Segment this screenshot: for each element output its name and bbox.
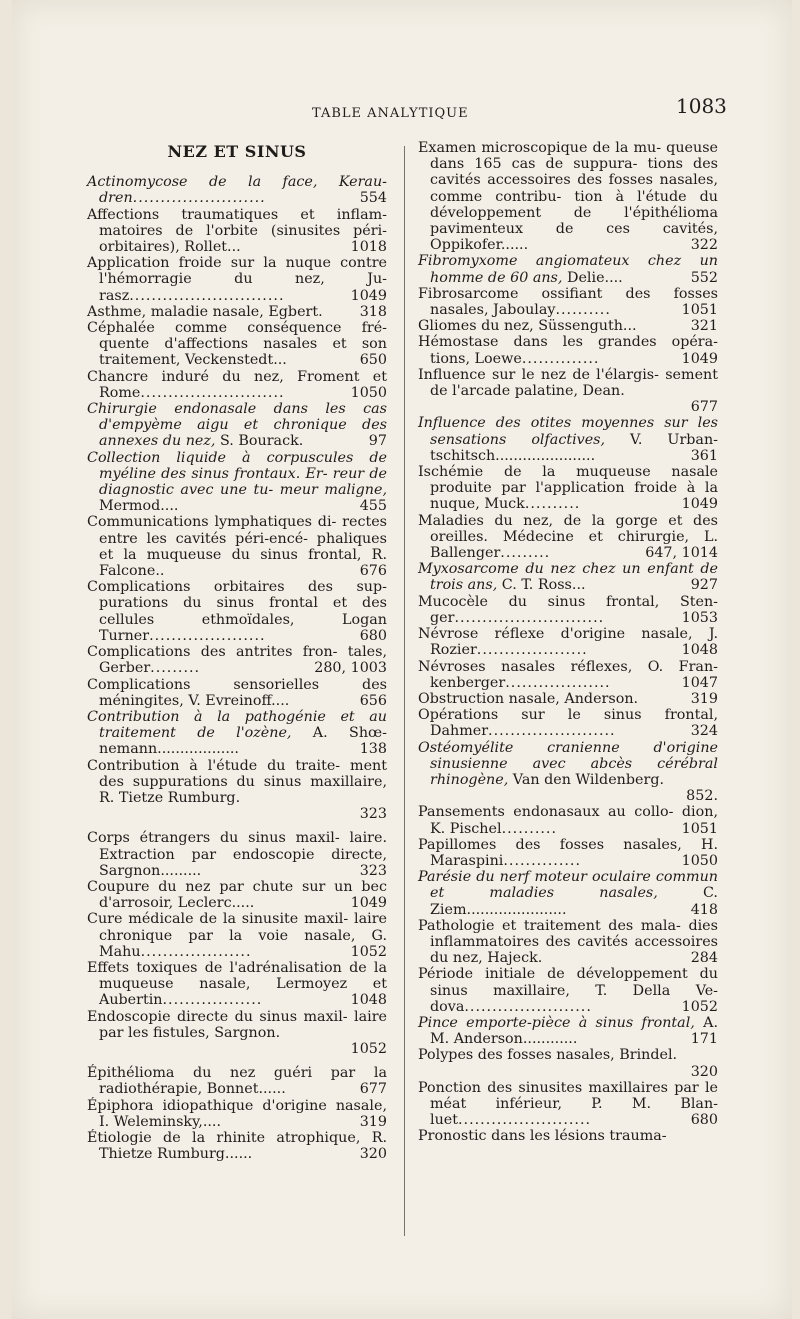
leader-dots: .............. <box>503 852 581 869</box>
index-entry <box>418 740 718 805</box>
entry-title: Hémostase dans les grandes opéra- tions, Loewe <box>418 334 718 367</box>
leader-dots: ............................ <box>129 287 285 304</box>
right-column <box>418 140 718 1145</box>
entry-title: Obstruction nasale, Anderson. <box>418 690 639 707</box>
entry-title: Pathologie et traitement des mala- dies inflammatoires des cavités accessoires du nez, Hajeck. <box>418 917 718 967</box>
page-reference: 1049 <box>681 350 718 367</box>
leader-dots: ......... <box>500 545 551 562</box>
leader-dots: .......... <box>524 496 581 513</box>
page-reference: 676 <box>359 563 387 580</box>
index-entry <box>87 1065 387 1097</box>
index-entry <box>87 960 387 1009</box>
index-entry <box>87 304 387 320</box>
index-entry <box>418 253 718 285</box>
page-reference: 1053 <box>681 609 718 626</box>
leader-dots: ................... <box>505 674 611 691</box>
page-reference: 1050 <box>350 384 387 401</box>
entry-title: Affections traumatiques et inflam- matoires de l'orbite (sinusites péri-orbitaires), Rollet... <box>87 206 387 256</box>
page-reference: 1052 <box>681 998 718 1015</box>
page-reference: 97 <box>368 433 387 450</box>
page-reference: 323 <box>359 806 387 823</box>
page-reference: 319 <box>690 690 718 707</box>
leader-dots: ....................... <box>464 998 592 1015</box>
page-reference: 320 <box>690 1063 718 1080</box>
entry-title: Contribution à l'étude du traite- ment des suppurations du sinus maxillaire, R. Tietze Rumburg. <box>87 757 387 806</box>
entry-title: Examen microscopique de la mu- queuse dans 165 cas de suppura- tions des cavités accessoires des fosses nasales, comme contribu- tion à l'étude du développement de l'épithélioma pavimenteux de ces cavités, Oppikofer...... <box>418 140 718 254</box>
entry-author: C. T. Ross... <box>497 577 586 594</box>
page-reference: 1051 <box>681 302 718 319</box>
page-reference: 680 <box>359 627 387 644</box>
page-reference: 1048 <box>350 992 387 1009</box>
entry-title: Ischémie de la muqueuse nasale produite par l'application froide à la nuque, Muck <box>418 464 718 513</box>
index-entry <box>418 659 718 691</box>
column-divider <box>404 146 405 1236</box>
leader-dots: ....................... <box>488 723 616 740</box>
entry-title: Papillomes des fosses nasales, H. Maraspini <box>418 836 718 869</box>
index-entry <box>418 966 718 1015</box>
index-entry <box>87 644 387 676</box>
entry-title: Complications sensorielles des méningites, V. Evreinoff.... <box>87 676 387 709</box>
page-reference: 284 <box>690 950 718 967</box>
entry-author: A. Shœ- nemann.................. <box>99 725 387 758</box>
page-reference: 554 <box>359 190 387 207</box>
page-reference: 927 <box>690 577 718 594</box>
index-entry <box>87 1130 387 1162</box>
entry-title: Polypes des fosses nasales, Brindel. <box>418 1047 678 1064</box>
index-entry <box>87 879 387 911</box>
left-column <box>87 140 387 1162</box>
index-entry <box>418 1080 718 1129</box>
index-entry <box>87 255 387 304</box>
index-entry <box>87 514 387 579</box>
entry-title: Myxosarcome du nez chez un enfant de trois ans, <box>418 561 718 594</box>
page-reference: 1049 <box>681 496 718 513</box>
index-entry <box>418 286 718 318</box>
entry-author: V. Urban- tschitsch...................... <box>430 431 718 464</box>
leader-dots: .................. <box>162 992 263 1009</box>
entry-title: Effets toxiques de l'adrénalisation de la muqueuse nasale, Lermoyez et Aubertin <box>87 959 387 1009</box>
leader-dots: ........................ <box>132 190 266 207</box>
page-reference: 1048 <box>681 642 718 659</box>
entry-title: Coupure du nez par chute sur un bec d'arrosoir, Leclerc..... <box>87 878 387 912</box>
page-reference: 1049 <box>350 895 387 912</box>
page-reference: 552 <box>690 269 718 286</box>
page-reference: 138 <box>359 741 387 758</box>
index-entry <box>87 911 387 960</box>
leader-dots: ......... <box>150 660 201 677</box>
page-reference: 321 <box>690 318 718 335</box>
entry-title: Cure médicale de la sinusite maxil- laire chronique par la voie nasale, G. Mahu <box>87 911 387 960</box>
page-reference: 319 <box>359 1113 387 1130</box>
entry-author: A. M. Anderson............ <box>430 1014 718 1048</box>
entry-title: Étiologie de la rhinite atrophique, R. Thietze Rumburg...... <box>87 1129 387 1163</box>
index-entry <box>418 367 718 416</box>
entry-title: Ostéomyélite cranienne d'origine sinusienne avec abcès cérébral rhinogène, <box>418 739 718 788</box>
page-reference: 650 <box>359 352 387 369</box>
leader-dots: .................... <box>140 943 252 960</box>
page-reference: 455 <box>359 498 387 515</box>
index-entry <box>418 804 718 836</box>
index-entry <box>418 1128 718 1144</box>
index-entry <box>87 369 387 401</box>
page-reference: 656 <box>359 692 387 709</box>
leader-dots: .......................... <box>140 384 285 401</box>
leader-dots: .............. <box>521 350 600 367</box>
entry-title: Communications lymphatiques di- rectes entre les cavités péri-encé- phaliques et la muqueuse du sinus frontal, R. Falcone.. <box>87 514 387 580</box>
index-entry <box>87 450 387 515</box>
index-entry <box>418 513 718 562</box>
leader-dots: ........................... <box>454 609 605 626</box>
entry-title: Application froide sur la nuque contre l'hémorragie du nez, Ju- rasz <box>87 255 387 304</box>
entry-title: Influence sur le nez de l'élargis- sement de l'arcade palatine, Dean. <box>418 366 718 400</box>
index-entry <box>87 320 387 369</box>
page-reference: 171 <box>690 1031 718 1048</box>
entry-author: S. Bourack. <box>215 433 304 450</box>
page-reference: 323 <box>359 862 387 879</box>
entry-title: Fibromyxome angiomateux chez un homme de 60 ans, <box>418 253 718 286</box>
page-reference: 361 <box>690 447 718 464</box>
entry-title: Névrose réflexe d'origine nasale, J. Rozier <box>418 626 718 659</box>
leader-dots: .................... <box>476 642 588 659</box>
leader-dots: ........................ <box>458 1112 592 1129</box>
entry-title: Gliomes du nez, Süssenguth... <box>418 318 637 335</box>
index-entry <box>87 758 387 823</box>
index-entry <box>418 691 718 707</box>
index-entry <box>87 709 387 758</box>
entry-author: Van den Wildenberg. <box>508 771 665 788</box>
entry-title: Épithélioma du nez guéri par la radiothérapie, Bonnet...... <box>87 1065 387 1098</box>
page-reference: 852. <box>686 788 718 805</box>
entry-title: Asthme, maladie nasale, Egbert. <box>87 303 323 320</box>
leader-dots: ..................... <box>149 627 266 644</box>
entry-title: Corps étrangers du sinus maxil- laire. Extraction par endoscopie directe, Sargnon......... <box>87 830 387 879</box>
page-reference: 320 <box>359 1146 387 1163</box>
entry-title: Névroses nasales réflexes, O. Fran- kenberger <box>418 658 718 691</box>
index-entry <box>87 174 387 206</box>
page-reference: 1049 <box>350 287 387 304</box>
index-entry <box>87 677 387 709</box>
entry-title: Chancre induré du nez, Froment et Rome <box>87 368 387 401</box>
section-heading: NEZ ET SINUS <box>167 142 307 161</box>
index-entry <box>418 869 718 918</box>
index-entry <box>87 579 387 644</box>
page-reference: 677 <box>690 399 718 416</box>
entry-title: Mucocèle du sinus frontal, Sten- ger <box>418 593 718 626</box>
index-entry <box>418 594 718 626</box>
index-entry <box>87 207 387 256</box>
index-entry <box>418 837 718 869</box>
entry-title: Endoscopie directe du sinus maxil- laire par les fistules, Sargnon. <box>87 1008 387 1041</box>
entry-author: Delie.... <box>562 269 623 286</box>
page-reference: 1050 <box>681 852 718 869</box>
index-entry <box>418 415 718 464</box>
entry-title: Influence des otites moyennes sur les sensations olfactives, <box>418 415 718 448</box>
index-entry <box>87 830 387 879</box>
entry-title: Maladies du nez, de la gorge et des oreilles. Médecine et chirurgie, L. Ballenger <box>418 512 718 562</box>
page-reference: 680 <box>690 1112 718 1129</box>
index-entry <box>418 561 718 593</box>
page-reference: 1047 <box>681 674 718 691</box>
index-entry <box>418 318 718 334</box>
entry-title: Ponction des sinusites maxillaires par le méat inférieur, P. M. Blan- luet <box>418 1079 718 1129</box>
page-reference: 647, 1014 <box>645 545 718 562</box>
page-reference: 318 <box>359 303 387 320</box>
index-entry <box>87 401 387 450</box>
page-number: 1083 <box>676 94 727 118</box>
leader-dots: .......... <box>501 820 558 837</box>
entry-author: Mermod.... <box>99 498 179 515</box>
document-page <box>12 0 792 1319</box>
index-entry <box>87 1098 387 1130</box>
running-title: TABLE ANALYTIQUE <box>312 106 469 121</box>
left-entry-list <box>87 174 387 1162</box>
index-entry <box>418 1047 718 1079</box>
page-reference: 1051 <box>681 820 718 837</box>
entry-title: Collection liquide à corpuscules de myéline des sinus frontaux. Er- reur de diagnostic avec une tu- meur maligne, <box>87 449 387 499</box>
entry-title: Complications des antrites fron- tales, Gerber <box>87 644 387 677</box>
index-entry <box>418 334 718 366</box>
page-reference: 280, 1003 <box>314 660 387 677</box>
right-entry-list <box>418 140 718 1145</box>
entry-title: Pansements endonasaux au collo- dion, K. Pischel <box>418 804 718 837</box>
index-entry <box>418 1015 718 1047</box>
page-reference: 322 <box>690 237 718 254</box>
entry-title: Fibrosarcome ossifiant des fosses nasales, Jaboulay <box>418 285 718 319</box>
page-reference: 677 <box>359 1081 387 1098</box>
page-reference: 1052 <box>350 1040 387 1057</box>
entry-title: Pronostic dans les lésions trauma- <box>418 1128 667 1145</box>
page-reference: 324 <box>690 723 718 740</box>
entry-title: Chirurgie endonasale dans les cas d'empyème aigu et chronique des annexes du nez, <box>87 401 387 450</box>
index-entry <box>418 464 718 513</box>
entry-title: Période initiale de développement du sinus maxillaire, T. Della Ve- dova <box>418 966 718 1015</box>
index-entry <box>418 626 718 658</box>
leader-dots: .......... <box>555 302 611 319</box>
index-entry <box>418 918 718 967</box>
page-reference: 1052 <box>350 943 387 960</box>
entry-title: Actinomycose de la face, Kerau- dren <box>87 174 387 207</box>
entry-title: Complications orbitaires des sup- purations du sinus frontal et des cellules ethmoïdales, Logan Turner <box>87 579 387 644</box>
entry-title: Pince emporte-pièce à sinus frontal, <box>418 1014 695 1031</box>
entry-title: Parésie du nerf moteur oculaire commun et maladies nasales, <box>418 869 718 902</box>
page-reference: 1018 <box>350 239 387 256</box>
index-entry <box>87 1009 387 1058</box>
entry-title: Opérations sur le sinus frontal, Dahmer <box>418 707 718 740</box>
entry-author: C. Ziem...................... <box>430 885 718 918</box>
page-reference: 418 <box>690 901 718 918</box>
entry-title: Céphalée comme conséquence fré- quente d'affections nasales et son traitement, Veckenstedt... <box>87 320 387 369</box>
entry-title: Contribution à la pathogénie et au traitement de l'ozène, <box>87 708 387 742</box>
entry-title: Épiphora idiopathique d'origine nasale, I. Weleminsky,.... <box>87 1097 387 1130</box>
index-entry <box>418 140 718 253</box>
index-entry <box>418 707 718 739</box>
